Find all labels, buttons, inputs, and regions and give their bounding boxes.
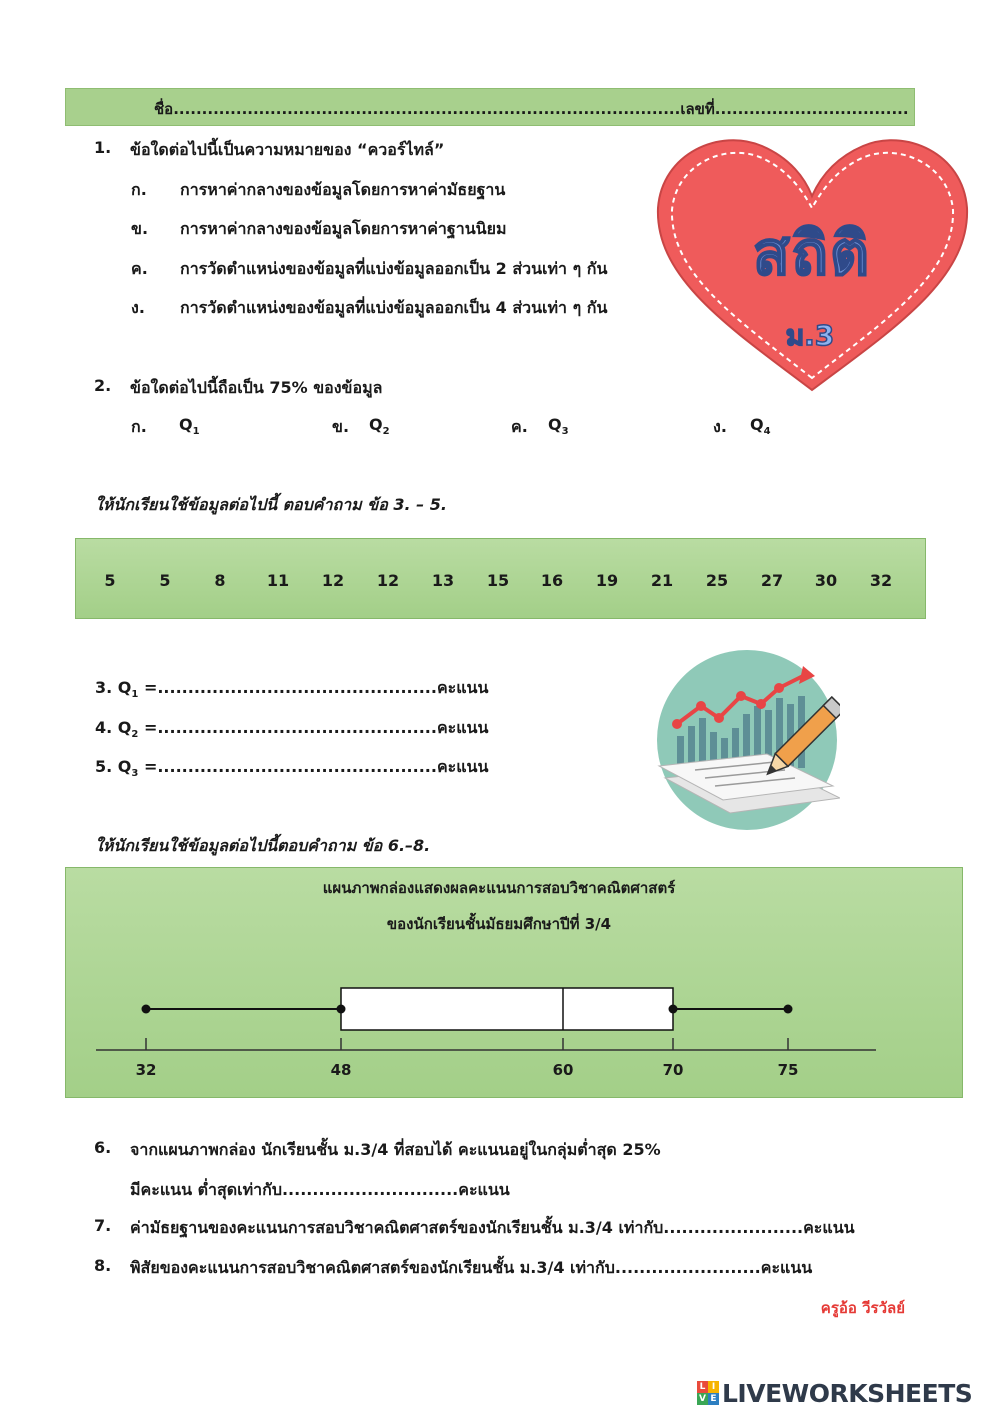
q2-option-label: ข. (332, 417, 350, 436)
tick-label: 60 (552, 1061, 574, 1079)
tick-label: 32 (135, 1061, 157, 1079)
instruction-1: ให้นักเรียนใช้ข้อมูลต่อไปนี้ ตอบคำถาม ข้อ 3. – 5. (95, 495, 447, 514)
q1-option-label: ค. (131, 259, 148, 278)
q7-text[interactable]: ค่ามัธยฐานของคะแนนการสอบวิชาคณิตศาสตร์ของนักเรียนชั้น ม.3/4 เท่ากับ.......................คะแนน (130, 1218, 855, 1237)
q1-option-text[interactable]: การหาค่ากลางของข้อมูลโดยการหาค่าฐานนิยม (180, 219, 507, 238)
data-value: 5 (159, 571, 171, 590)
q2-text: ข้อใดต่อไปนี้ถือเป็น 75% ของข้อมูล (130, 378, 383, 397)
q1-option-text[interactable]: การวัดตำแหน่งของข้อมูลที่แบ่งข้อมูลออกเป็น 4 ส่วนเท่า ๆ กัน (180, 298, 608, 317)
data-value: 32 (869, 571, 893, 590)
q3-point (669, 1005, 678, 1014)
tick-label: 75 (777, 1061, 799, 1079)
q3-row[interactable]: 3. $Q_1$ =..............................................คะแนน (95, 678, 489, 701)
q1-option-label: ก. (131, 180, 147, 199)
q1-option-text[interactable]: การวัดตำแหน่งของข้อมูลที่แบ่งข้อมูลออกเป็น 2 ส่วนเท่า ๆ กัน (180, 259, 608, 278)
chart-illustration (655, 648, 840, 833)
name-line: ชื่อ.........................................................................................เลขที่.................................. (154, 100, 909, 118)
box (341, 988, 673, 1030)
q6-number: 6. (94, 1138, 112, 1157)
boxplot-panel (65, 867, 963, 1098)
chart-pencil-icon (655, 648, 840, 833)
brand-logo (697, 1378, 972, 1408)
q5-row[interactable]: 5. $Q_3$ =..............................................คะแนน (95, 757, 489, 780)
tick-label: 48 (330, 1061, 352, 1079)
data-value: 13 (431, 571, 455, 590)
heart-title: สถิติ (753, 219, 871, 289)
q2-number: 2. (94, 376, 112, 395)
min-point (142, 1005, 151, 1014)
data-value: 19 (595, 571, 619, 590)
q6-line1: จากแผนภาพกล่อง นักเรียนชั้น ม.3/4 ที่สอบได้ คะแนนอยู่ในกลุ่มต่ำสุด 25% (130, 1140, 661, 1159)
heart-graphic (650, 128, 975, 398)
boxplot-chart (66, 868, 962, 1097)
data-value: 5 (104, 571, 116, 590)
q1-text: ข้อใดต่อไปนี้เป็นความหมายของ “ควอร์ไทล์” (130, 140, 445, 159)
data-value: 16 (540, 571, 564, 590)
q1-number: 1. (94, 138, 112, 157)
author: ครูอ้อ วีรวัลย์ (820, 1299, 905, 1317)
chart-title: แผนภาพกล่องแสดงผลคะแนนการสอบวิชาคณิตศาสตร์ (322, 879, 676, 897)
heart-subtitle: ม.3 (785, 319, 835, 352)
data-value: 11 (266, 571, 290, 590)
max-point (784, 1005, 793, 1014)
tick-label: 70 (662, 1061, 684, 1079)
q2-option-label: ก. (131, 417, 147, 436)
q2-option-label: ง. (713, 417, 727, 436)
name-bar (65, 88, 915, 126)
q2-option-value[interactable]: $Q_2$ (369, 415, 390, 438)
q1-option-label: ง. (131, 298, 145, 317)
data-value: 15 (486, 571, 510, 590)
q2-option-label: ค. (511, 417, 528, 436)
q2-option-value[interactable]: $Q_4$ (750, 415, 771, 438)
brand-badge-icon: L I V E (697, 1381, 719, 1405)
data-values-bar (75, 538, 926, 619)
q8-number: 8. (94, 1256, 112, 1275)
chart-subtitle: ของนักเรียนชั้นมัธยมศึกษาปีที่ 3/4 (386, 915, 612, 933)
q4-row[interactable]: 4. $Q_2$ =..............................................คะแนน (95, 718, 489, 741)
q1-option-text[interactable]: การหาค่ากลางของข้อมูลโดยการหาค่ามัธยฐาน (180, 180, 506, 199)
q8-text[interactable]: พิสัยของคะแนนการสอบวิชาคณิตศาสตร์ของนักเรียนชั้น ม.3/4 เท่ากับ........................คะแนน (130, 1258, 813, 1277)
data-value: 30 (814, 571, 838, 590)
data-value: 21 (650, 571, 674, 590)
data-value: 8 (214, 571, 226, 590)
q1-option-label: ข. (131, 219, 149, 238)
q2-option-value[interactable]: $Q_3$ (548, 415, 569, 438)
q1-point (337, 1005, 346, 1014)
data-value: 25 (705, 571, 729, 590)
q6-line2[interactable]: มีคะแนน ต่ำสุดเท่ากับ.............................คะแนน (130, 1180, 510, 1199)
q7-number: 7. (94, 1216, 112, 1235)
q2-option-value[interactable]: $Q_1$ (179, 415, 200, 438)
data-value: 27 (760, 571, 784, 590)
instruction-2: ให้นักเรียนใช้ข้อมูลต่อไปนี้ตอบคำถาม ข้อ 6.–8. (95, 836, 431, 855)
data-value: 12 (321, 571, 345, 590)
brand-name: LIVEWORKSHEETS (722, 1378, 973, 1408)
data-value: 12 (376, 571, 400, 590)
